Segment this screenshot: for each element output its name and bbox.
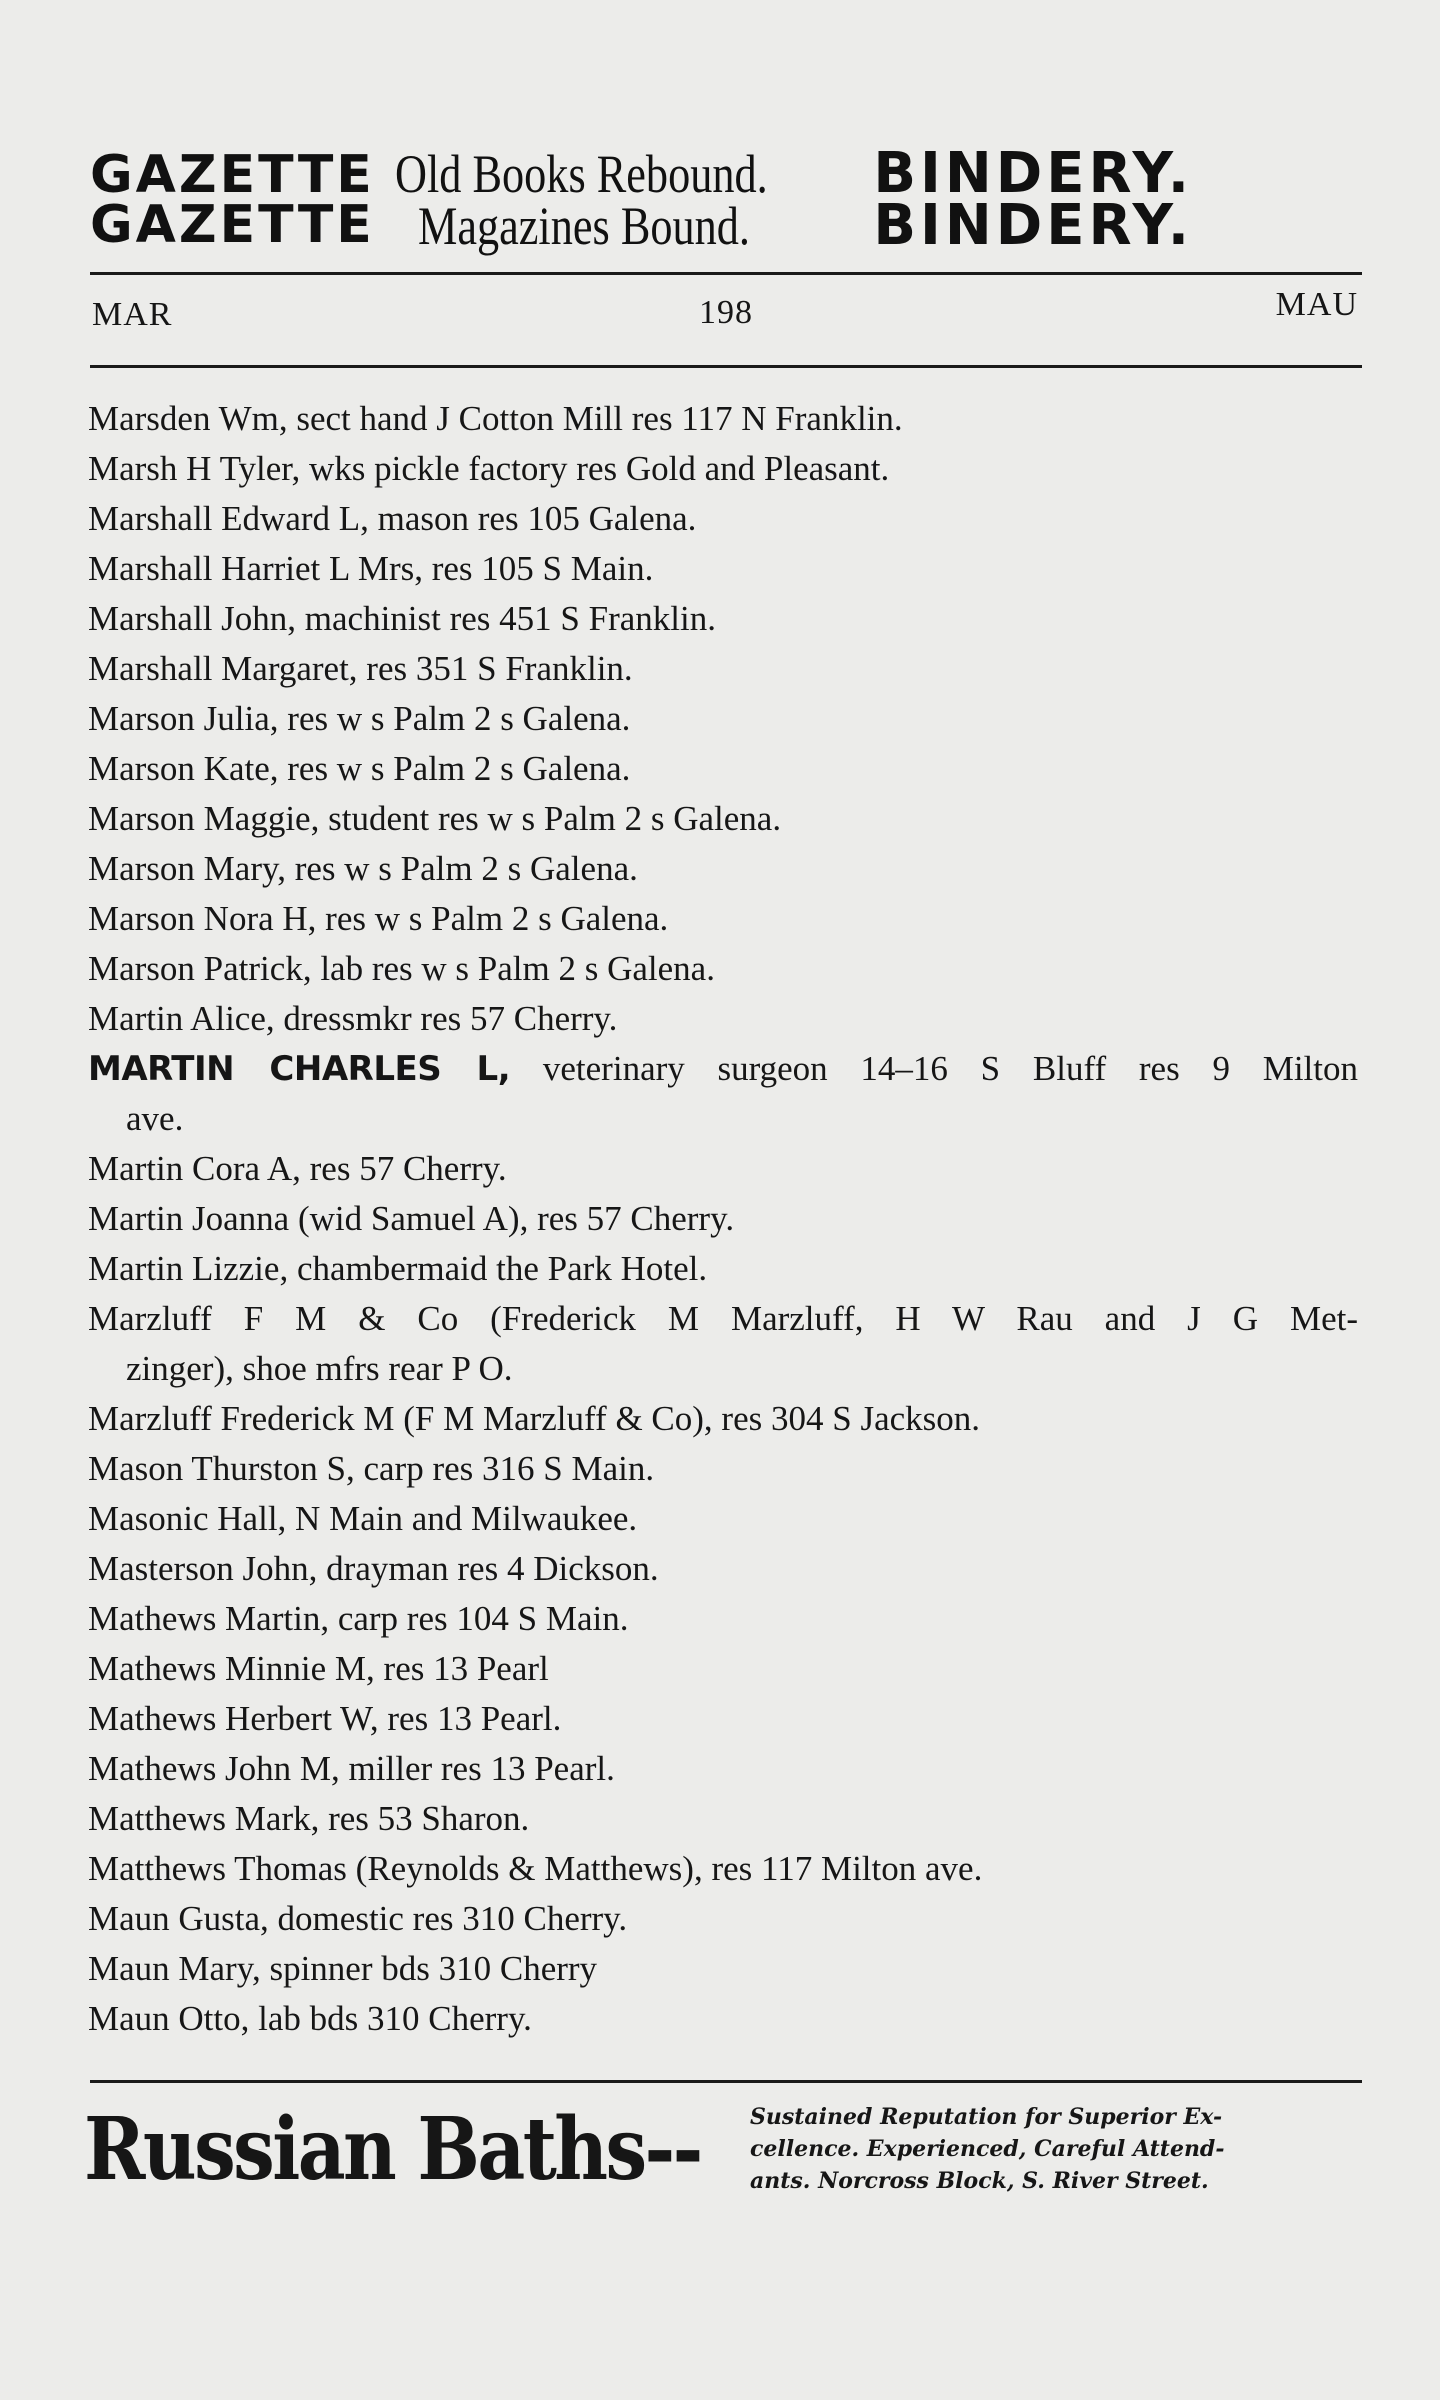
directory-entry: Masterson John, drayman res 4 Dickson. bbox=[88, 1549, 659, 1588]
directory-entry: Martin Joanna (wid Samuel A), res 57 Cherry. bbox=[88, 1199, 735, 1238]
directory-entry: Maun Otto, lab bds 310 Cherry. bbox=[88, 1999, 532, 2038]
running-head bbox=[90, 286, 1362, 346]
entry-continuation: ave. bbox=[126, 1099, 184, 1138]
russian-baths-description bbox=[750, 2101, 1350, 2197]
guide-word-left: MAR bbox=[92, 296, 173, 333]
brand-left-line-2: GAZETTE bbox=[90, 195, 375, 255]
directory-entry: Marson Kate, res w s Palm 2 s Galena. bbox=[88, 749, 631, 788]
directory-entry: Maun Mary, spinner bds 310 Cherry bbox=[88, 1949, 598, 1988]
directory-entry: Mathews Minnie M, res 13 Pearl bbox=[88, 1649, 549, 1688]
bindery-brand-right bbox=[873, 141, 1194, 258]
directory-entry: Marshall John, machinist res 451 S Franklin. bbox=[88, 599, 717, 638]
directory-entry: Marsden Wm, sect hand J Cotton Mill res 117 N Franklin. bbox=[88, 399, 903, 438]
directory-entry: Martin Cora A, res 57 Cherry. bbox=[88, 1149, 507, 1188]
directory-entry: Marson Nora H, res w s Palm 2 s Galena. bbox=[88, 899, 669, 938]
top-rule bbox=[90, 272, 1362, 275]
featured-entry-name: MARTIN CHARLES L, bbox=[88, 1049, 511, 1089]
directory-entry-featured bbox=[88, 1044, 1358, 1094]
directory-entry: Marson Maggie, student res w s Palm 2 s Galena. bbox=[88, 799, 782, 838]
directory-entry: Mathews Martin, carp res 104 S Main. bbox=[88, 1599, 629, 1638]
bindery-advertisement bbox=[90, 142, 1362, 258]
directory-entry: Marshall Harriet L Mrs, res 105 S Main. bbox=[88, 549, 654, 588]
page-number: 198 bbox=[699, 294, 753, 331]
directory-entry: Marsh H Tyler, wks pickle factory res Gold and Pleasant. bbox=[88, 449, 890, 488]
directory-entry: Matthews Thomas (Reynolds & Matthews), res 117 Milton ave. bbox=[88, 1849, 983, 1888]
directory-entry: Mason Thurston S, carp res 316 S Main. bbox=[88, 1449, 655, 1488]
bindery-brand-left bbox=[90, 145, 375, 255]
directory-entry: Mathews Herbert W, res 13 Pearl. bbox=[88, 1699, 562, 1738]
directory-entry: Marshall Edward L, mason res 105 Galena. bbox=[88, 499, 697, 538]
brand-right-line-1: BINDERY. bbox=[873, 141, 1194, 206]
service-line-1: Old Books Rebound. bbox=[394, 144, 768, 204]
directory-entry: Marson Mary, res w s Palm 2 s Galena. bbox=[88, 849, 638, 888]
directory-entry: Matthews Mark, res 53 Sharon. bbox=[88, 1799, 530, 1838]
featured-entry-text: veterinary surgeon 14–16 S Bluff res 9 Milton bbox=[510, 1049, 1358, 1088]
footer-rule bbox=[90, 2080, 1362, 2083]
service-line-2: Magazines Bound. bbox=[417, 196, 750, 256]
guide-word-right: MAU bbox=[1275, 286, 1358, 323]
russian-baths-advertisement bbox=[84, 2094, 1366, 2204]
entry-continuation: zinger), shoe mfrs rear P O. bbox=[126, 1349, 513, 1388]
description-line-1: Sustained Reputation for Superior Ex- bbox=[750, 2104, 1223, 2130]
directory-entry: Marzluff Frederick M (F M Marzluff & Co), res 304 S Jackson. bbox=[88, 1399, 981, 1438]
directory-entries bbox=[88, 394, 1358, 2044]
directory-entry: Marson Patrick, lab res w s Palm 2 s Galena. bbox=[88, 949, 715, 988]
russian-baths-title: Russian Baths-- bbox=[84, 2098, 701, 2200]
brand-left-line-1: GAZETTE bbox=[90, 145, 375, 205]
description-line-3: ants. Norcross Block, S. River Street. bbox=[750, 2168, 1209, 2194]
header-rule bbox=[90, 365, 1362, 368]
brand-right-line-2: BINDERY. bbox=[873, 193, 1194, 258]
directory-entry: Martin Alice, dressmkr res 57 Cherry. bbox=[88, 999, 618, 1038]
directory-entry: Marzluff F M & Co (Frederick M Marzluff, H W Rau and J G Met- bbox=[88, 1299, 1358, 1338]
directory-entry: Martin Lizzie, chambermaid the Park Hotel. bbox=[88, 1249, 708, 1288]
directory-entry: Marson Julia, res w s Palm 2 s Galena. bbox=[88, 699, 631, 738]
directory-entry: Marshall Margaret, res 351 S Franklin. bbox=[88, 649, 633, 688]
directory-entry: Maun Gusta, domestic res 310 Cherry. bbox=[88, 1899, 628, 1938]
directory-entry: Mathews John M, miller res 13 Pearl. bbox=[88, 1749, 615, 1788]
bindery-services bbox=[394, 144, 850, 256]
description-line-2: cellence. Experienced, Careful Attend- bbox=[750, 2136, 1225, 2162]
directory-entry: Masonic Hall, N Main and Milwaukee. bbox=[88, 1499, 638, 1538]
